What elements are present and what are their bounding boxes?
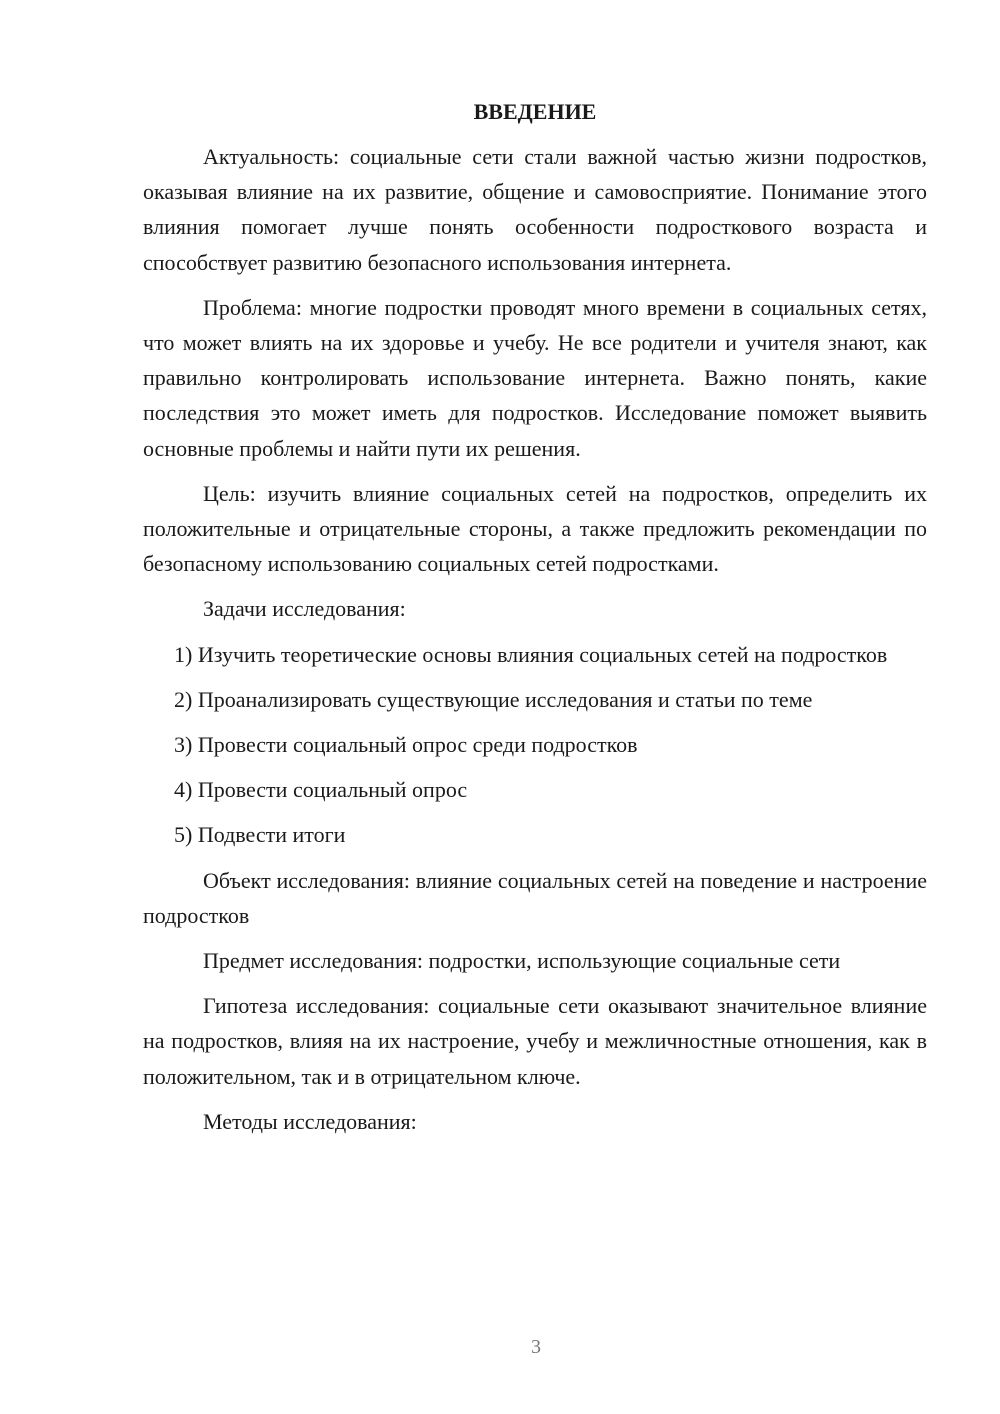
subject-paragraph: Предмет исследования: подростки, использующие социальные сети xyxy=(203,948,841,974)
goal-paragraph: Цель: изучить влияние социальных сетей на подростков, определить их положительные и отрицательные стороны, а также предложить рекомендации по безопасному использованию социальных сетей подростками. xyxy=(143,480,927,577)
task-item-2: 2) Проанализировать существующие исследования и статьи по теме xyxy=(174,686,813,712)
problem-paragraph: Проблема: многие подростки проводят много времени в социальных сетях, что может влиять на их здоровье и учебу. Не все родители и учителя знают, как правильно контролировать использование интернета. Важно понять, какие последствия это может иметь для подростков. Исследование поможет выявить основные проблемы и найти пути их решения. xyxy=(143,294,927,461)
page-number: 3 xyxy=(531,1336,541,1358)
task-item-4: 4) Провести социальный опрос xyxy=(174,777,468,803)
section-heading: ВВЕДЕНИЕ xyxy=(473,99,597,124)
relevance-paragraph: Актуальность: социальные сети стали важной частью жизни подростков, оказывая влияние на их развитие, общение и самовосприятие. Понимание этого влияния помогает лучше понять особенности подросткового возраста и способствует развитию безопасного использования интернета. xyxy=(143,144,927,275)
object-paragraph: Объект исследования: влияние социальных сетей на поведение и настроение подростков xyxy=(143,867,927,928)
hypothesis-paragraph: Гипотеза исследования: социальные сети оказывают значительное влияние на подростков, влияя на их настроение, учебу и межличностные отношения, как в положительном, так и в отрицательном ключе. xyxy=(143,993,927,1089)
task-item-3: 3) Провести социальный опрос среди подростков xyxy=(174,732,638,758)
tasks-title: Задачи исследования: xyxy=(203,596,406,622)
task-item-1: 1) Изучить теоретические основы влияния социальных сетей на подростков xyxy=(174,641,888,667)
page-content xyxy=(143,96,927,1149)
task-item-5: 5) Подвести итоги xyxy=(174,822,346,848)
methods-paragraph: Методы исследования: xyxy=(203,1108,417,1134)
